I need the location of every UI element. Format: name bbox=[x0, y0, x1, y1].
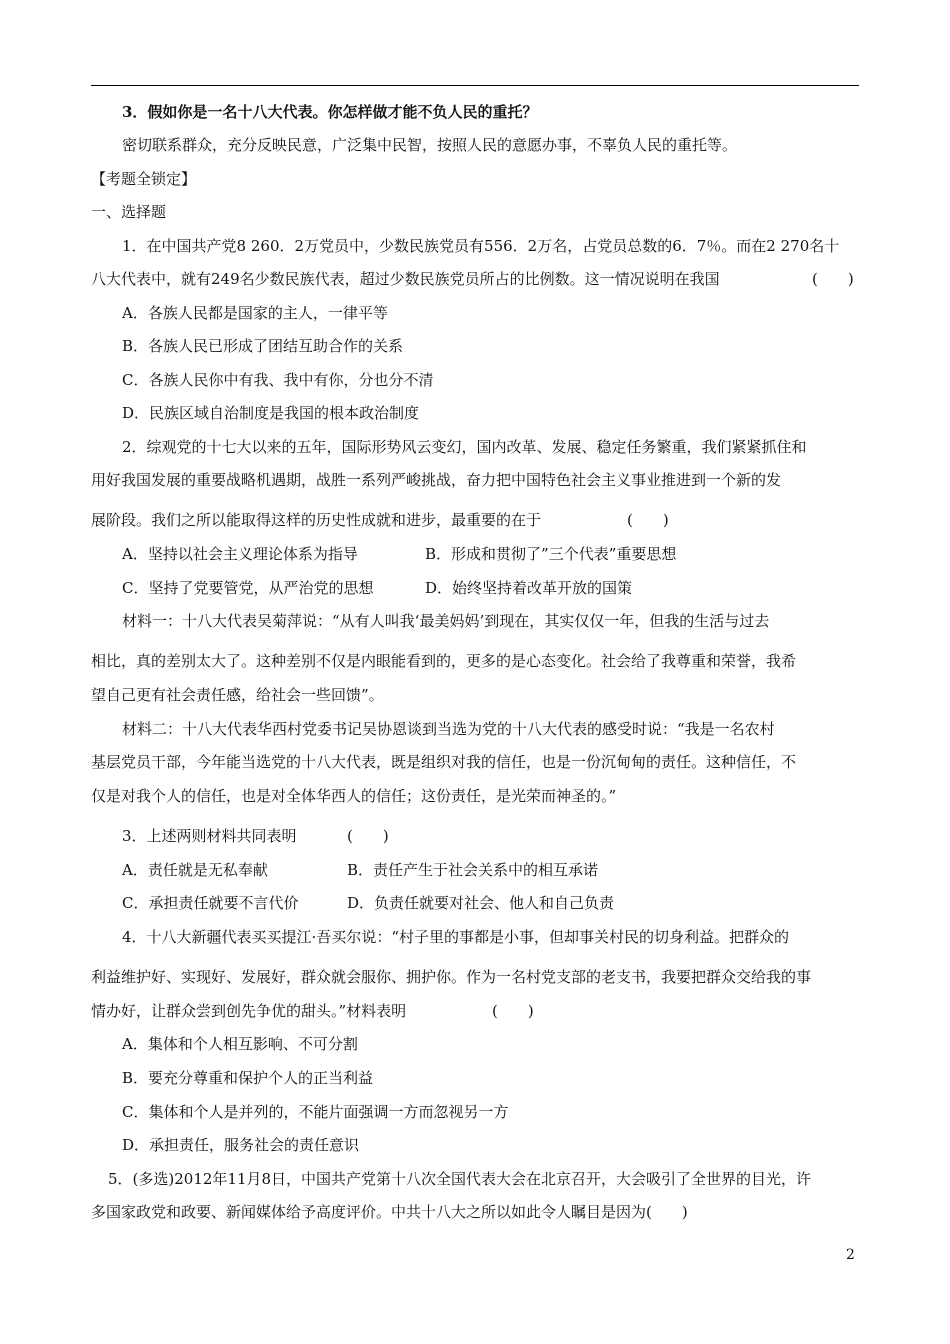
q1-option-d: D．民族区域自治制度是我国的根本政治制度 bbox=[122, 404, 420, 422]
q4-answer-paren: ( ) bbox=[492, 1002, 534, 1020]
q2-option-d: D．始终坚持着改革开放的国策 bbox=[425, 579, 633, 597]
q3-heading: 3．假如你是一名十八大代表。你怎样做才能不负人民的重托？ bbox=[122, 103, 538, 121]
q3-stem: 3．上述两则材料共同表明 bbox=[122, 827, 297, 845]
q2-stem-line2: 用好我国发展的重要战略机遇期，战胜一系列严峻挑战，奋力把中国特色社会主义事业推进到一个新的发 bbox=[91, 471, 782, 489]
q2-stem-line3: 展阶段。我们之所以能取得这样的历史性成就和进步，最重要的在于 bbox=[91, 511, 542, 529]
q4-option-b: B．要充分尊重和保护个人的正当利益 bbox=[122, 1069, 374, 1087]
header-rule bbox=[91, 85, 859, 86]
q2-option-c: C．坚持了党要管党，从严治党的思想 bbox=[122, 579, 374, 597]
q4-stem-line2: 利益维护好、实现好、发展好，群众就会服你、拥护你。作为一名村党支部的老支书，我要把群众交给我的事 bbox=[91, 968, 812, 986]
part-one-heading: 一、选择题 bbox=[91, 203, 167, 221]
q1-answer-paren: ( ) bbox=[812, 270, 854, 288]
material2-line1: 材料二：十八大代表华西村党委书记吴协恩谈到当选为党的十八大代表的感受时说：“我是一名农村 bbox=[122, 720, 775, 738]
q4-option-c: C．集体和个人是并列的，不能片面强调一方而忽视另一方 bbox=[122, 1103, 509, 1121]
q2-option-a: A．坚持以社会主义理论体系为指导 bbox=[122, 545, 358, 563]
q2-option-b: B．形成和贯彻了”三个代表”重要思想 bbox=[425, 545, 677, 563]
q4-stem-line3: 情办好，让群众尝到创先争优的甜头。”材料表明 bbox=[91, 1002, 407, 1020]
page-number: 2 bbox=[846, 1247, 855, 1263]
q3-option-a: A．责任就是无私奉献 bbox=[122, 861, 268, 879]
q2-stem-line1: 2．综观党的十七大以来的五年，国际形势风云变幻，国内改革、发展、稳定任务繁重，我们紧紧抓住和 bbox=[122, 438, 807, 456]
material2-line2: 基层党员干部，今年能当选党的十八大代表，既是组织对我的信任，也是一份沉甸甸的责任。这种信任，不 bbox=[91, 753, 797, 771]
q3-option-d: D．负责任就要对社会、他人和自己负责 bbox=[347, 894, 615, 912]
q4-stem-line1: 4．十八大新疆代表买买提江·吾买尔说：“村子里的事都是小事，但却事关村民的切身利益。把群众的 bbox=[122, 928, 789, 946]
q5-stem-line1: 5．(多选)2012年11月8日，中国共产党第十八次全国代表大会在北京召开，大会吸引了全世界的目光，许 bbox=[108, 1170, 812, 1188]
section-title: 【考题全锁定】 bbox=[91, 170, 197, 188]
q1-option-c: C．各族人民你中有我、我中有你，分也分不清 bbox=[122, 371, 434, 389]
q3-option-b: B．责任产生于社会关系中的相互承诺 bbox=[347, 861, 599, 879]
q4-option-a: A．集体和个人相互影响、不可分割 bbox=[122, 1035, 358, 1053]
q1-stem-line2: 八大代表中，就有249名少数民族代表，超过少数民族党员所占的比例数。这一情况说明在我国 bbox=[91, 270, 720, 288]
material2-line3: 仅是对我个人的信任，也是对全体华西人的信任；这份责任，是光荣而神圣的。” bbox=[91, 787, 617, 805]
q1-option-a: A．各族人民都是国家的主人，一律平等 bbox=[122, 304, 388, 322]
q5-stem-line2: 多国家政党和政要、新闻媒体给予高度评价。中共十八大之所以如此令人瞩目是因为( ) bbox=[91, 1203, 688, 1221]
q3-answer: 密切联系群众，充分反映民意，广泛集中民智，按照人民的意愿办事，不辜负人民的重托等。 bbox=[122, 136, 738, 154]
material1-line2: 相比，真的差别太大了。这种差别不仅是内眼能看到的，更多的是心态变化。社会给了我尊重和荣誉，我希 bbox=[91, 652, 797, 670]
q1-stem-line1: 1．在中国共产党8 260．2万党员中，少数民族党员有556．2万名，占党员总数的6．7％。而在2 270名十 bbox=[122, 237, 840, 255]
material1-line3: 望自己更有社会责任感，给社会一些回馈”。 bbox=[91, 686, 384, 704]
q3-answer-paren: ( ) bbox=[347, 827, 389, 845]
q2-answer-paren: ( ) bbox=[627, 511, 669, 529]
material1-line1: 材料一：十八大代表吴菊萍说：“从有人叫我‘最美妈妈’到现在，其实仅仅一年，但我的生活与过去 bbox=[122, 612, 770, 630]
q1-option-b: B．各族人民已形成了团结互助合作的关系 bbox=[122, 337, 404, 355]
q3-option-c: C．承担责任就要不言代价 bbox=[122, 894, 299, 912]
q4-option-d: D．承担责任，服务社会的责任意识 bbox=[122, 1136, 360, 1154]
